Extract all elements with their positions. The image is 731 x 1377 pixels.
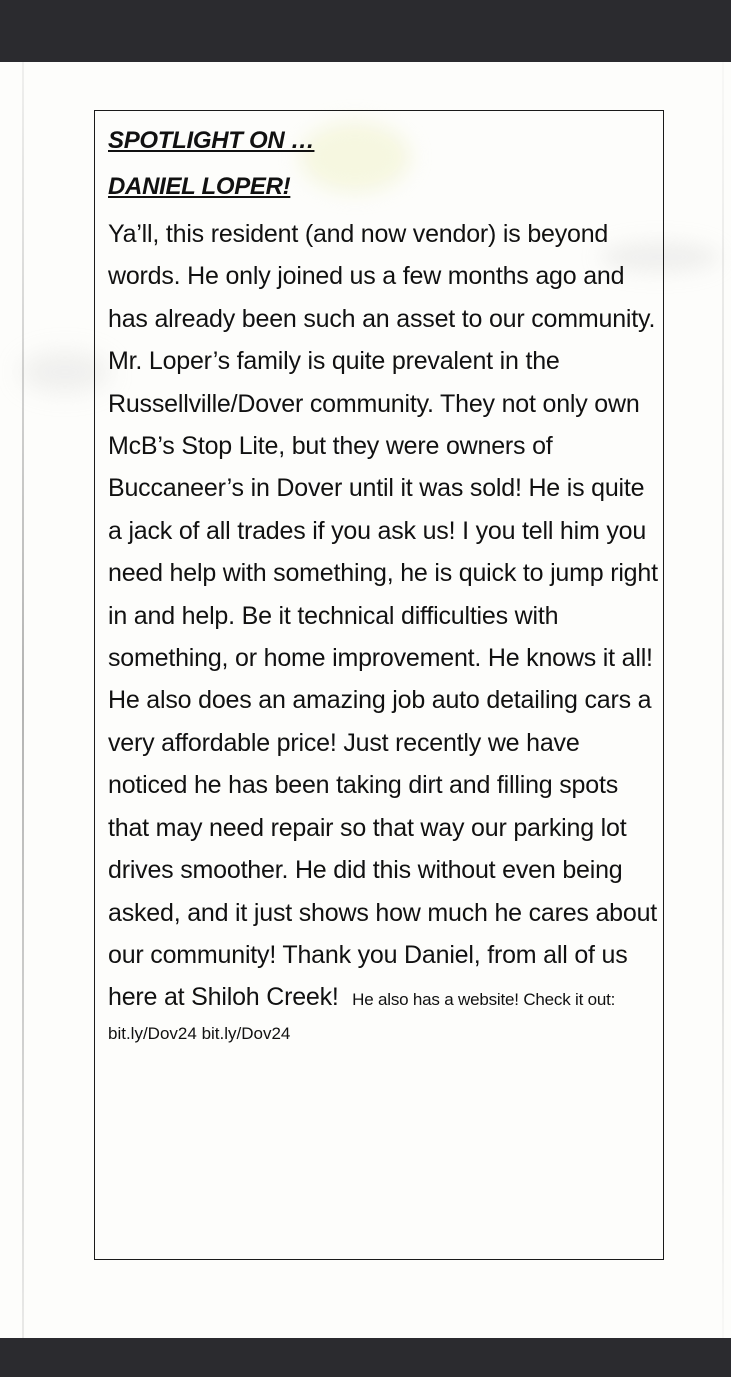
page-fold-line: [22, 62, 24, 1338]
website-link[interactable]: bit.ly/Dov24: [108, 1023, 197, 1043]
website-note: He also has a website! Check it out:: [352, 990, 616, 1010]
spotlight-heading: SPOTLIGHT ON …: [108, 127, 315, 154]
website-link[interactable]: bit.ly/Dov24: [201, 1023, 291, 1043]
article-body: [108, 213, 658, 1019]
bottom-border: [0, 1338, 731, 1377]
person-name-heading: DANIEL LOPER!: [108, 173, 291, 200]
article-content: [108, 124, 658, 1047]
scanned-page: [0, 62, 731, 1338]
website-links: [108, 1021, 658, 1047]
page-edge-line: [722, 62, 724, 1338]
top-border: [0, 0, 731, 62]
article-body-text: Ya’ll, this resident (and now vendor) is beyond words. He only joined us a few months ago and has already been such an asset to our community. Mr. Loper’s family is quite prevalent in the Russellville/Dover community. They not only own McB’s Stop Lite, but they were owners of Buccaneer’s in Dover until it was sold! He is quite a jack of all trades if you ask us! I you tell him you need help with something, he is quick to jump right in and help. Be it technical difficulties with something, or home improvement. He knows it all! He also does an amazing job auto detailing cars a very affordable price! Just recently we have noticed he has been taking dirt and filling spots that may need repair so that way our parking lot drives smoother. He did this without even being asked, and it just shows how much he cares about our community! Thank you Daniel, from all of us here at Shiloh Creek!: [108, 220, 658, 1012]
